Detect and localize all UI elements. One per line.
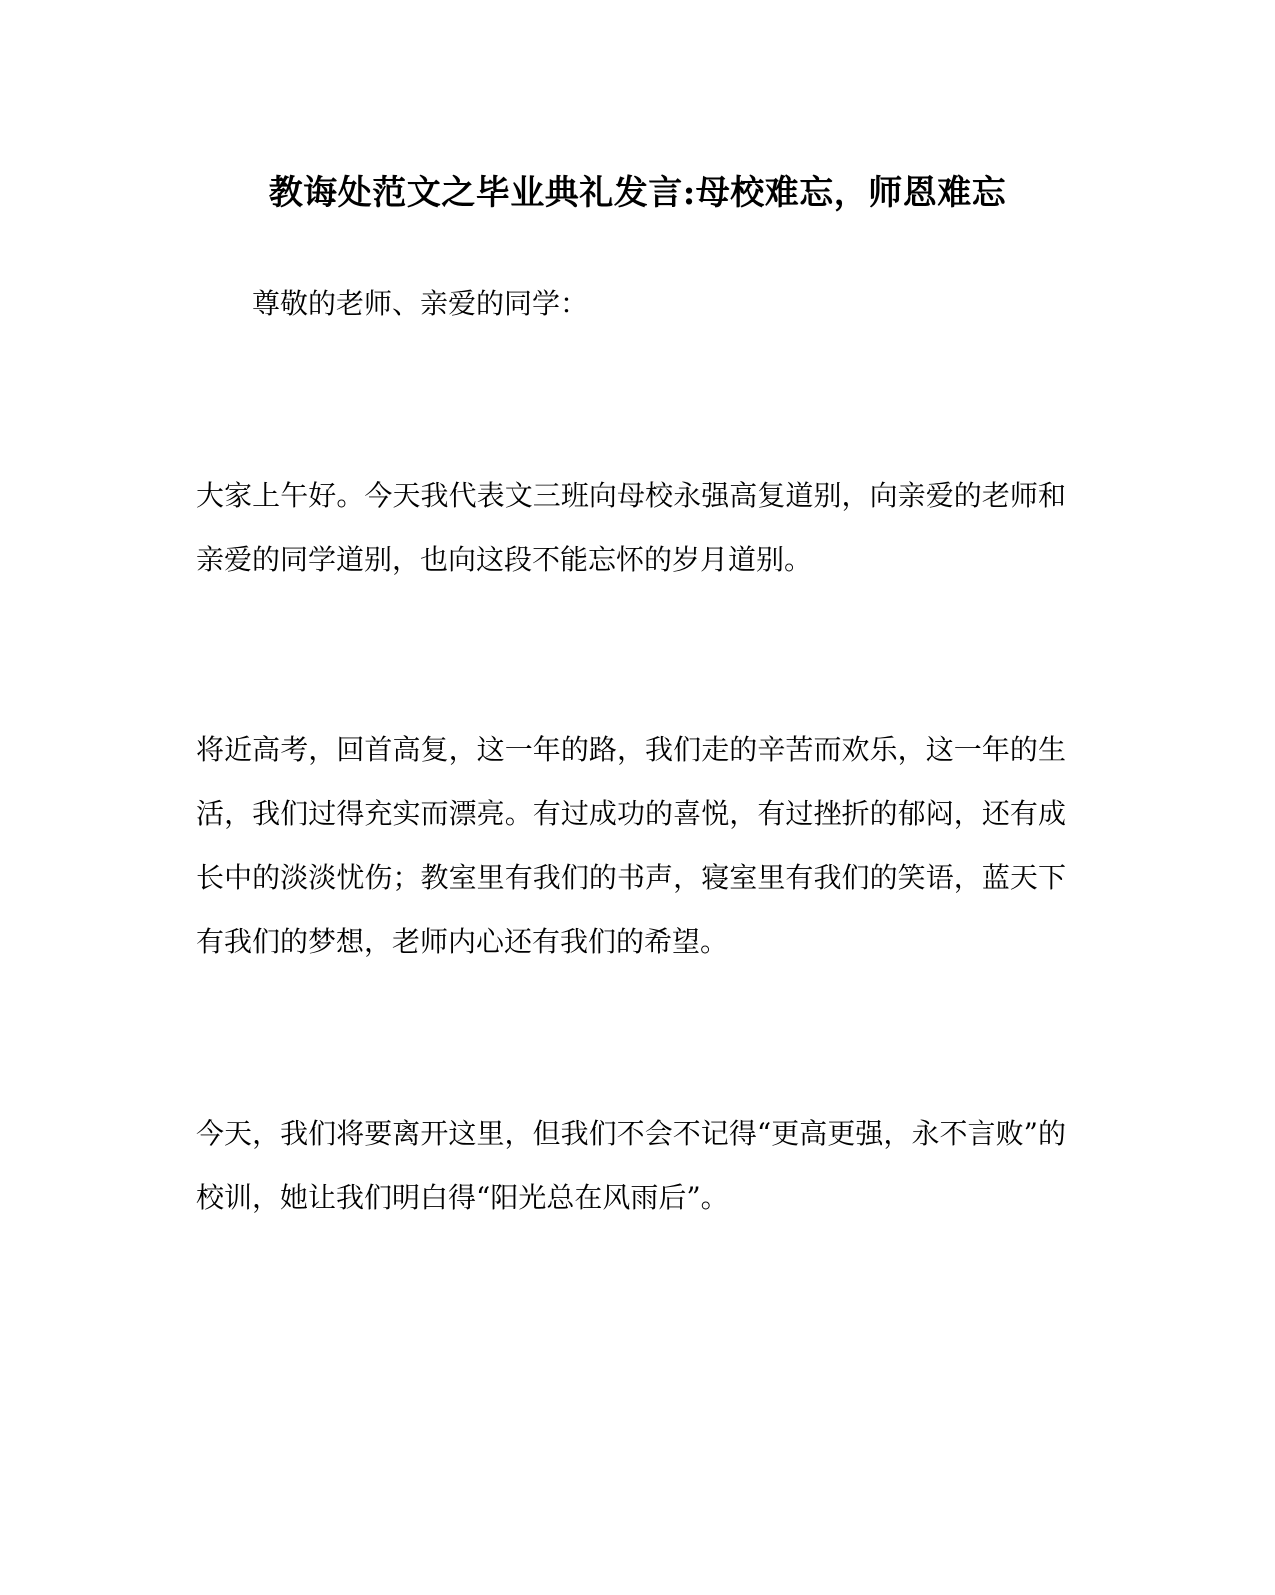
paragraph-1: 大家上午好。今天我代表文三班向母校永强高复道别，向亲爱的老师和亲爱的同学道别，也向这段不能忘怀的岁月道别。 bbox=[196, 479, 1066, 576]
paragraph-3: 今天，我们将要离开这里，但我们不会不记得“更高更强，永不言败”的校训，她让我们明白得“阳光总在风雨后”。 bbox=[196, 1117, 1066, 1214]
paragraph-2: 将近高考，回首高复，这一年的路，我们走的辛苦而欢乐，这一年的生活，我们过得充实而漂亮。有过成功的喜悦，有过挫折的郁闷，还有成长中的淡淡忧伤；教室里有我们的书声，寝室里有我们的笑语，蓝天下有我们的梦想，老师内心还有我们的希望。 bbox=[196, 733, 1066, 958]
document-title: 教诲处范文之毕业典礼发言:母校难忘，师恩难忘 bbox=[268, 173, 1007, 213]
salutation: 尊敬的老师、亲爱的同学： bbox=[252, 287, 589, 320]
